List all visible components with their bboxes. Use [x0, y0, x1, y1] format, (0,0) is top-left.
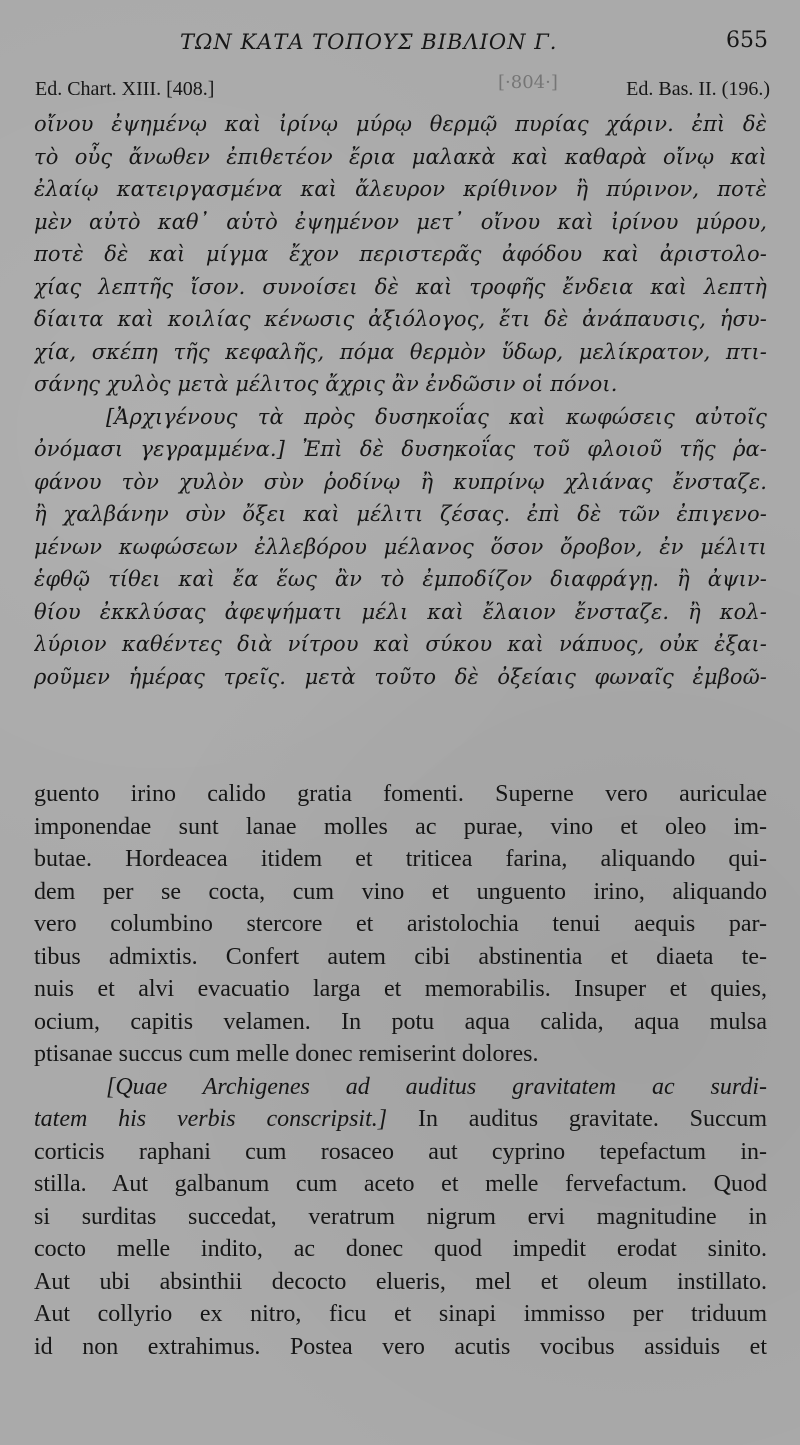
latin-line: butae. Hordeacea itidem et triticea farina, aliquando qui- [34, 846, 767, 872]
edition-reference-right: Ed. Bas. II. (196.) [626, 78, 770, 100]
greek-line: ὀνόμασι γεγραμμένα.] Ἐπὶ δὲ δυσηκοΐας τοῦ φλοιοῦ τῆς ῥα- [34, 437, 767, 461]
latin-line: id non extrahimus. Postea vero acutis vocibus assiduis et [34, 1333, 767, 1360]
greek-line: σάνης χυλὸς μετὰ μέλιτος ἄχρις ἂν ἐνδῶσιν οἱ πόνοι. [34, 372, 618, 396]
latin-line: Aut ubi absinthii decocto elueris, mel et oleum instillato. [34, 1268, 767, 1295]
faint-bracket-mark: [·804·] [498, 72, 558, 93]
latin-heading-line: [Quae Archigenes ad auditus gravitatem ac surdi- [106, 1073, 767, 1100]
greek-line: ροῦμεν ἡμέρας τρεῖς. μετὰ τοῦτο δὲ ὀξείαις φωναῖς ἐμβοῶ- [34, 664, 767, 689]
latin-line: dem per se cocta, cum vino et unguento irino, aliquando [34, 878, 767, 905]
page-number: 655 [726, 28, 768, 53]
latin-line: nuis et alvi evacuatio larga et memorabilis. Insuper et quies, [34, 976, 767, 1002]
greek-line-heading: [Ἀρχιγένους τὰ πρὸς δυσηκοΐας καὶ κωφώσεις αὐτοῖς [106, 404, 767, 429]
greek-line: θίου ἐκκλύσας ἀφεψήματι μέλι καὶ ἔλαιον ἔνσταζε. ἢ κολ- [34, 599, 767, 624]
greek-line: μὲν αὐτὸ καθ᾽ αὑτὸ ἐψημένον μετ᾽ οἴνου καὶ ἰρίνου μύρου, [34, 209, 767, 234]
greek-line: ἑφθῷ τίθει καὶ ἔα ἕως ἂν τὸ ἐμποδίζον διαφράγῃ. ἢ ἀψιν- [34, 567, 767, 591]
latin-heading-rest: In auditus gravitate. Succum [387, 1106, 767, 1132]
greek-text-block [34, 108, 767, 693]
latin-line: imponendae sunt lanae molles ac purae, vino et oleo im- [34, 813, 767, 840]
latin-line: si surditas succedat, veratrum nigrum ervi magnitudine in [34, 1203, 767, 1230]
running-head: ΤΩΝ ΚΑΤΑ ΤΟΠΟΥΣ ΒΙΒΛΙΟΝ Γ. [180, 30, 558, 54]
latin-heading-italic: tatem his verbis conscripsit.] [34, 1106, 388, 1132]
greek-line: χία, σκέπη τῆς κεφαλῆς, πόμα θερμὸν ὕδωρ, μελίκρατον, πτι- [34, 339, 767, 364]
latin-heading-line-2 [34, 1103, 767, 1136]
greek-line: φάνου τὸν χυλὸν σὺν ῥοδίνῳ ἢ κυπρίνῳ χλιάνας ἔνσταζε. [34, 469, 767, 494]
latin-line: cocto melle indito, ac donec quod impedit erodat sinito. [34, 1236, 767, 1262]
latin-line: tibus admixtis. Confert autem cibi abstinentia et diaeta te- [34, 943, 767, 970]
edition-reference-left: Ed. Chart. XIII. [408.] [35, 78, 215, 100]
latin-line: vero columbino stercore et aristolochia tenui aequis par- [34, 911, 767, 937]
latin-text-block [34, 778, 767, 1363]
greek-line: οἴνου ἐψημένῳ καὶ ἰρίνῳ μύρῳ θερμῷ πυρίας χάριν. ἐπὶ δὲ [34, 112, 767, 136]
latin-line: corticis raphani cum rosaceo aut cyprino tepefactum in- [34, 1138, 767, 1165]
greek-line: δίαιτα καὶ κοιλίας κένωσις ἀξιόλογος, ἔτι δὲ ἀνάπαυσις, ἡσυ- [34, 307, 767, 331]
latin-line: ocium, capitis velamen. In potu aqua calida, aqua mulsa [34, 1008, 767, 1035]
latin-line: stilla. Aut galbanum cum aceto et melle fervefactum. Quod [34, 1171, 767, 1197]
greek-line: μένων κωφώσεων ἐλλεβόρου μέλανος ὅσον ὄροβον, ἐν μέλιτι [34, 534, 767, 559]
greek-line: τὸ οὖς ἄνωθεν ἐπιθετέον ἔρια μαλακὰ καὶ καθαρὰ οἴνῳ καὶ [34, 144, 767, 169]
latin-line: ptisanae succus cum melle donec remiserint dolores. [34, 1041, 539, 1067]
greek-line: ἐλαίῳ κατειργασμένα καὶ ἄλευρον κρίθινον ἢ πύρινον, ποτὲ [34, 177, 767, 201]
latin-line: guento irino calido gratia fomenti. Superne vero auriculae [34, 781, 767, 807]
greek-line: λύριον καθέντες διὰ νίτρου καὶ σύκου καὶ νάπυος, οὐκ ἐξαι- [34, 632, 767, 656]
greek-line: χίας λεπτῆς ἴσον. συνοίσει δὲ καὶ τροφῆς ἔνδεια καὶ λεπτὴ [34, 274, 767, 299]
greek-line: ἢ χαλβάνην σὺν ὄξει καὶ μέλιτι ζέσας. ἐπὶ δὲ τῶν ἐπιγενο- [34, 502, 767, 526]
latin-line: Aut collyrio ex nitro, ficu et sinapi immisso per triduum [34, 1301, 767, 1327]
greek-line: ποτὲ δὲ καὶ μίγμα ἔχον περιστερᾶς ἀφόδου καὶ ἀριστολο- [34, 242, 767, 266]
